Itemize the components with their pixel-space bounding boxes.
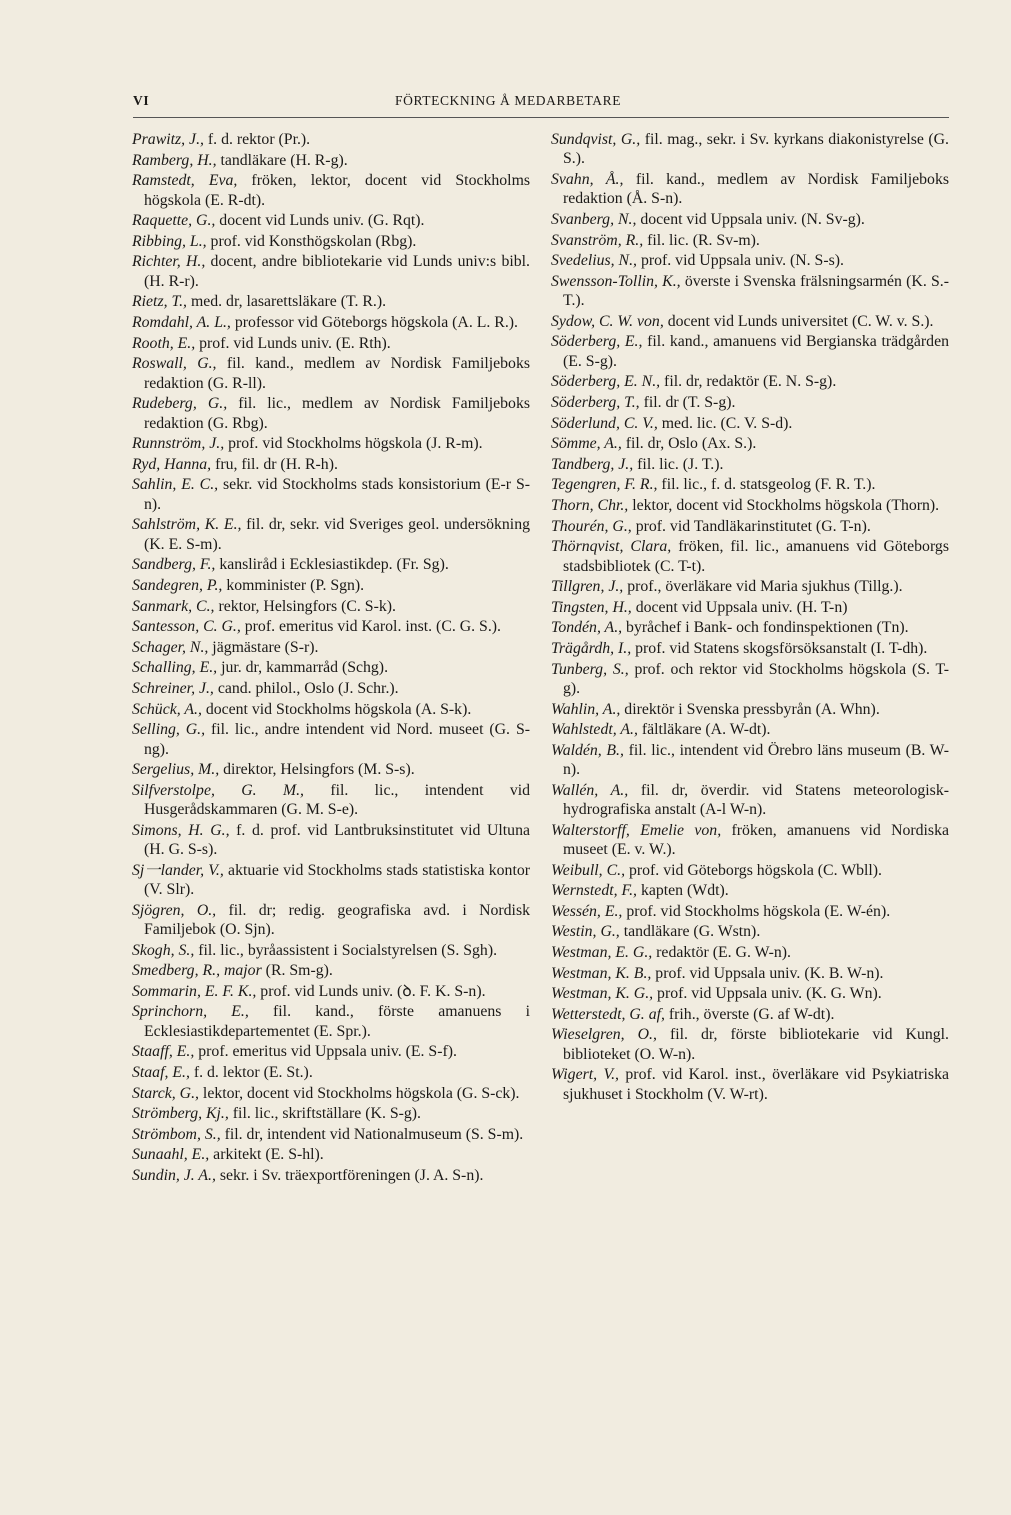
- contributor-name: Westman, K. G.,: [551, 985, 654, 1003]
- contributor-entry: [551, 861, 949, 880]
- running-title: FÖRTECKNING Å MEDARBETARE: [395, 93, 622, 108]
- contributor-details: prof. vid Stockholms högskola (J. R-m).: [224, 435, 483, 453]
- contributor-name: Selling, G.,: [132, 721, 206, 739]
- contributor-entry: [551, 130, 949, 169]
- contributor-details: tandläkare (H. R-g).: [216, 151, 348, 169]
- contributor-name: Romdahl, A. L.,: [132, 313, 231, 331]
- contributor-details: direktör i Svenska pressbyrån (A. Whn).: [620, 700, 880, 718]
- contributor-entry: [551, 660, 949, 699]
- contributor-details: fil. dr, förste bibliotekarie vid Kungl. biblioteket (O. W-n).: [563, 1026, 950, 1063]
- contributor-details: docent vid Stockholms högskola (A. S-k).: [201, 700, 472, 718]
- contributor-entry: [132, 617, 530, 636]
- contributor-name: Santesson, C. G.,: [132, 618, 241, 636]
- contributor-details: prof. vid Tandläkarinstitutet (G. T-n).: [631, 517, 871, 535]
- contributor-name: Söderberg, E. N.,: [551, 373, 661, 391]
- contributor-entry: [551, 577, 949, 596]
- contributor-name: Rietz, T.,: [132, 293, 187, 311]
- contributor-details: docent vid Lunds universitet (C. W. v. S.).: [663, 312, 934, 330]
- contributor-name: Thörnqvist, Clara,: [551, 538, 672, 556]
- contributor-details: fil. kand., förste amanuens i Ecklesiastikdepartementet (E. Spr.).: [144, 1003, 530, 1040]
- contributor-name: Sj㆒lander, V.,: [132, 861, 224, 879]
- contributor-name: Wessén, E.,: [551, 902, 623, 920]
- contributor-details: docent vid Uppsala univ. (N. Sv-g).: [636, 211, 865, 228]
- contributor-entry: [551, 455, 949, 474]
- contributor-entry: [551, 700, 949, 719]
- contributor-name: Sundqvist, G.,: [551, 131, 641, 148]
- contributor-details: aktuarie vid Stockholms stads statistiska kontor (V. Slr).: [144, 861, 530, 899]
- contributor-entry: [132, 354, 530, 393]
- contributor-entry: [132, 515, 530, 554]
- contributor-entry: [132, 455, 530, 474]
- contributor-entry: [551, 393, 949, 412]
- contributor-entry: [132, 982, 530, 1001]
- contributor-details: prof. vid Konsthögskolan (Rbg).: [206, 232, 417, 250]
- contributor-entry: [132, 861, 530, 900]
- contributor-details: docent vid Uppsala univ. (H. T-n): [631, 598, 848, 616]
- contributor-name: Thourén, G.,: [551, 517, 632, 535]
- contributor-details: fil. dr, Oslo (Ax. S.).: [621, 435, 757, 453]
- contributor-details: fil. lic., intendent vid Husgerådskammaren (G. M. S-e).: [144, 781, 530, 819]
- contributor-details: fröken, fil. lic., amanuens vid Göteborgs stadsbibliotek (C. T-t).: [563, 538, 949, 575]
- contributor-entry: [132, 1042, 530, 1061]
- header-rule: [133, 117, 949, 118]
- contributor-name: Söderberg, E.,: [551, 333, 643, 351]
- contributor-entry: [132, 597, 530, 616]
- contributor-details: fältläkare (A. W-dt).: [637, 721, 771, 739]
- contributor-details: prof. emeritus vid Karol. inst. (C. G. S.).: [240, 618, 502, 636]
- contributor-entry: [132, 961, 530, 980]
- contributor-entry: [132, 781, 530, 820]
- contributor-name: Sahlin, E. C.,: [132, 476, 219, 494]
- contributor-entry: [132, 658, 530, 677]
- page-number: VI: [133, 93, 150, 108]
- contributor-name: Ramberg, H.,: [132, 151, 217, 169]
- contributor-entry: [132, 576, 530, 595]
- contributor-entry: [132, 232, 530, 251]
- contributor-name: Prawitz, J.,: [132, 131, 204, 148]
- contributor-name: Ribbing, L.,: [132, 232, 207, 250]
- contributor-name: Schalling, E.,: [132, 659, 218, 677]
- contributor-details: prof. vid Stockholms högskola (E. W-én).: [622, 902, 891, 920]
- contributor-entry: [551, 517, 949, 536]
- contributor-entry: [132, 555, 530, 574]
- contributor-name: Weibull, C.,: [551, 861, 626, 879]
- contributor-details: prof. vid Statens skogsförsöksanstalt (I. T-dh).: [631, 639, 928, 657]
- contributor-entry: [551, 332, 949, 371]
- contributor-details: fil. lic., byråassistent i Socialstyrelsen (S. Sgh).: [194, 941, 498, 959]
- contributor-details: fil. lic. (R. Sv-m).: [643, 231, 760, 249]
- contributor-entry: [132, 151, 530, 170]
- contributor-details: docent, andre bibliotekarie vid Lunds univ:s bibl. (H. R-r).: [144, 253, 531, 290]
- contributor-entry: [551, 272, 949, 311]
- contributor-entry: [132, 760, 530, 779]
- contributor-entry: [132, 434, 530, 453]
- contributor-entry: [551, 1025, 949, 1064]
- contributor-name: Svanberg, N.,: [551, 211, 637, 228]
- contributor-name: Schreiner, J.,: [132, 679, 214, 697]
- contributor-details: byråchef i Bank- och fondinspektionen (Tn).: [622, 619, 909, 637]
- contributor-name: Svahn, Å.,: [551, 171, 624, 188]
- contributor-entry: [132, 334, 530, 353]
- contributor-details: fil. kand., medlem av Nordisk Familjeboks redaktion (Å. S-n).: [563, 171, 949, 208]
- contributor-name: Wigert, V.,: [551, 1066, 619, 1084]
- contributor-details: sekr. i Sv. träexportföreningen (J. A. S-n).: [215, 1167, 484, 1185]
- contributor-entry: [132, 1166, 530, 1185]
- contributor-entry: [551, 781, 949, 820]
- contributor-details: fil. kand., medlem av Nordisk Familjeboks redaktion (G. R-ll).: [144, 355, 530, 392]
- contributor-details: fil. dr, sekr. vid Sveriges geol. undersökning (K. E. S-m).: [144, 516, 530, 553]
- contributor-details: f. d. rektor (Pr.).: [203, 131, 311, 148]
- contributor-name: Sydow, C. W. von,: [551, 312, 664, 330]
- contributor-details: med. lic. (C. V. S-d).: [657, 414, 793, 432]
- contributor-entry: [551, 475, 949, 494]
- contributor-name: Richter, H.,: [132, 253, 206, 271]
- contributor-name: Walterstorff, Emelie von,: [551, 821, 722, 839]
- contributor-name: Smedberg, R., major: [132, 962, 262, 980]
- contributor-details: prof. vid Lunds univ. (ꝺ. F. K. S-n).: [256, 982, 486, 1000]
- contributor-entry: [132, 679, 530, 698]
- contributor-entry: [551, 170, 949, 209]
- contributor-entry: [132, 821, 530, 860]
- contributor-details: fröken, amanuens vid Nordiska museet (E. v. W.).: [563, 821, 949, 859]
- contributor-details: lektor, docent vid Stockholms högskola (Thorn).: [628, 496, 940, 514]
- contributor-details: jur. dr, kammarråd (Schg).: [217, 659, 389, 677]
- contributor-details: prof. vid Karol. inst., överläkare vid Psykiatriska sjukhuset i Stockholm (V. W-rt).: [563, 1066, 949, 1103]
- contributor-entry: [551, 231, 949, 250]
- contributor-details: (R. Sm-g).: [261, 962, 333, 980]
- contributor-name: Tegengren, F. R.,: [551, 476, 658, 494]
- contributor-entry: [132, 901, 530, 940]
- contributor-entry: [132, 1002, 530, 1041]
- contributor-entry: [132, 1084, 530, 1103]
- contributor-details: docent vid Lunds univ. (G. Rqt).: [215, 212, 425, 230]
- contributor-details: fil. mag., sekr. i Sv. kyrkans diakonistyrelse (G. S.).: [563, 131, 949, 168]
- contributor-entry: [132, 394, 530, 433]
- contributor-name: Raquette, G.,: [132, 212, 216, 230]
- contributor-details: prof. emeritus vid Uppsala univ. (E. S-f).: [194, 1043, 457, 1061]
- contributor-name: Runnström, J.,: [132, 435, 225, 453]
- contributor-entry: [551, 943, 949, 962]
- contributor-entry: [551, 741, 949, 780]
- contributor-entry: [551, 922, 949, 941]
- contributor-details: cand. philol., Oslo (J. Schr.).: [213, 679, 399, 697]
- contributor-entry: [132, 941, 530, 960]
- contributor-name: Staaff, E.,: [132, 1043, 195, 1061]
- contributor-name: Sandegren, P.,: [132, 576, 223, 594]
- contributor-details: direktor, Helsingfors (M. S-s).: [219, 761, 415, 779]
- contributor-entry: [132, 1125, 530, 1144]
- contributor-entry: [132, 313, 530, 332]
- contributor-name: Staaf, E.,: [132, 1064, 190, 1082]
- contributor-name: Sandberg, F.,: [132, 556, 216, 574]
- contributor-details: tandläkare (G. Wstn).: [619, 923, 761, 941]
- contributor-details: frih., överste (G. af W-dt).: [664, 1005, 835, 1023]
- contributor-details: överste i Svenska frälsningsarmén (K. S.-T.).: [563, 272, 949, 310]
- contributor-details: prof. vid Uppsala univ. (N. S-s).: [637, 252, 844, 270]
- contributor-details: kanslіråd i Ecklesiastikdep. (Fr. Sg).: [215, 556, 449, 574]
- contributor-name: Svedelius, N.,: [551, 252, 637, 270]
- contributor-name: Söderberg, T.,: [551, 393, 640, 411]
- contributor-entry: [551, 210, 949, 229]
- contributor-details: prof., överläkare vid Maria sjukhus (Tillg.).: [623, 578, 903, 596]
- contributor-name: Wahlin, A.,: [551, 700, 621, 718]
- contributor-details: f. d. prof. vid Lantbruksinstitutet vid Ultuna (H. G. S-s).: [144, 821, 530, 859]
- contributor-entry: [551, 821, 949, 860]
- contributor-entry: [132, 1145, 530, 1164]
- contributor-details: sekr. vid Stockholms stads konsistorium (E-r S-n).: [144, 476, 530, 513]
- contributor-entry: [551, 1005, 949, 1024]
- contributor-name: Westin, G.,: [551, 923, 620, 941]
- contributor-name: Strömberg, Kj.,: [132, 1105, 229, 1123]
- right-column: [551, 130, 949, 1105]
- contributor-entry: [551, 251, 949, 270]
- contributor-entry: [132, 292, 530, 311]
- contributor-entry: [551, 312, 949, 331]
- contributor-details: fil. dr, intendent vid Nationalmuseum (S. S-m).: [220, 1125, 524, 1143]
- contributor-details: fil. dr, överdir. vid Statens meteorologisk-hydrografiska anstalt (A-l W-n).: [563, 781, 949, 819]
- contributor-details: f. d. lektor (E. St.).: [189, 1064, 313, 1082]
- contributor-details: prof. vid Lunds univ. (E. Rth).: [195, 334, 391, 352]
- contributor-name: Waldén, B.,: [551, 741, 624, 759]
- contributor-name: Rudeberg, G.,: [132, 395, 228, 413]
- contributor-name: Sprinchorn, E.,: [132, 1003, 249, 1021]
- contributor-name: Roswall, G.,: [132, 355, 217, 373]
- contributor-name: Tingsten, H.,: [551, 598, 632, 616]
- contributor-entry: [551, 984, 949, 1003]
- contributor-name: Wallén, A.,: [551, 781, 629, 799]
- contributor-name: Ryd, Hanna,: [132, 455, 212, 473]
- contributor-name: Simons, H. G.,: [132, 821, 230, 839]
- contributor-details: fil. dr; redig. geografiska avd. i Nordisk Familjebok (O. Sjn).: [144, 901, 530, 939]
- contributor-name: Sjögren, O.,: [132, 901, 217, 919]
- contributor-details: fil. lic., medlem av Nordisk Familjeboks redaktion (G. Rbg).: [144, 395, 530, 432]
- contributor-entry: [551, 618, 949, 637]
- contributor-name: Svanström, R.,: [551, 231, 644, 249]
- contributor-details: prof. vid Uppsala univ. (K. B. W-n).: [651, 964, 884, 982]
- contributor-details: redaktör (E. G. W-n).: [652, 944, 791, 962]
- contributor-entry: [551, 639, 949, 658]
- contributor-name: Sergelius, M.,: [132, 761, 220, 779]
- contributor-details: fil. lic., intendent vid Örebro läns museum (B. W-n).: [563, 741, 949, 779]
- contributor-details: prof. och rektor vid Stockholms högskola (S. T-g).: [563, 660, 950, 697]
- contributor-entry: [132, 171, 530, 210]
- contributor-name: Söderlund, C. V.,: [551, 414, 658, 432]
- contributor-name: Sanmark, C.,: [132, 597, 215, 615]
- contributor-entry: [551, 598, 949, 617]
- contributor-entry: [551, 902, 949, 921]
- contributor-entry: [551, 720, 949, 739]
- contributor-entry: [132, 1063, 530, 1082]
- contributor-details: fil. dr (T. S-g).: [639, 393, 736, 411]
- contributor-details: kapten (Wdt).: [637, 882, 729, 900]
- contributor-details: professor vid Göteborgs högskola (A. L. R.).: [230, 313, 518, 331]
- contributor-name: Rooth, E.,: [132, 334, 196, 352]
- contributor-entry: [132, 700, 530, 719]
- contributor-details: lektor, docent vid Stockholms högskola (G. S-ck).: [198, 1084, 520, 1102]
- contributor-name: Wetterstedt, G. af,: [551, 1005, 665, 1023]
- contributor-entry: [551, 1065, 949, 1104]
- contributor-details: fil. lic., f. d. statsgeolog (F. R. T.).: [657, 476, 876, 494]
- contributor-details: prof. vid Uppsala univ. (K. G. Wn).: [653, 985, 882, 1003]
- contributor-name: Sahlström, K. E.,: [132, 516, 242, 534]
- contributor-details: arkitekt (E. S-hl).: [209, 1146, 324, 1164]
- contributor-name: Schück, A.,: [132, 700, 202, 718]
- contributor-entry: [551, 434, 949, 453]
- contributor-name: Sundin, J. A.,: [132, 1167, 216, 1185]
- contributor-details: med. dr, lasarettsläkare (T. R.).: [187, 293, 387, 311]
- contributor-entry: [132, 638, 530, 657]
- contributor-details: fil. kand., amanuens vid Bergianska trädgården (E. S-g).: [563, 333, 949, 370]
- contributor-name: Thorn, Chr.,: [551, 496, 629, 514]
- contributor-name: Trägårdh, I.,: [551, 639, 632, 657]
- contributor-name: Sömme, A.,: [551, 435, 622, 453]
- contributor-entry: [132, 1104, 530, 1123]
- contributor-details: fil. lic. (J. T.).: [633, 455, 724, 473]
- contributor-name: Westman, E. G.,: [551, 944, 653, 962]
- contributor-name: Wernstedt, F.,: [551, 882, 638, 900]
- contributor-name: Westman, K. B.,: [551, 964, 652, 982]
- contributor-entry: [132, 211, 530, 230]
- contributor-entry: [132, 130, 530, 149]
- contributor-name: Sommarin, E. F. K.,: [132, 982, 257, 1000]
- contributor-entry: [551, 414, 949, 433]
- left-column: [132, 130, 530, 1187]
- contributor-name: Tondén, A.,: [551, 619, 623, 637]
- contributor-details: prof. vid Göteborgs högskola (C. Wbll).: [625, 861, 883, 879]
- contributor-entry: [132, 252, 530, 291]
- contributor-entry: [551, 537, 949, 576]
- contributor-details: jägmästare (S-r).: [208, 638, 319, 656]
- contributor-name: Schager, N.,: [132, 638, 209, 656]
- contributor-name: Tunberg, S.,: [551, 660, 629, 678]
- contributor-name: Tillgren, J.,: [551, 578, 624, 596]
- contributor-details: rektor, Helsingfors (C. S-k).: [214, 597, 396, 615]
- contributor-entry: [551, 496, 949, 515]
- contributor-entry: [132, 720, 530, 759]
- contributor-name: Tandberg, J.,: [551, 455, 634, 473]
- contributor-name: Wahlstedt, A.,: [551, 721, 638, 739]
- contributor-entry: [132, 475, 530, 514]
- contributor-name: Sunaahl, E.,: [132, 1146, 210, 1164]
- contributor-name: Starck, G.,: [132, 1084, 199, 1102]
- contributor-entry: [551, 964, 949, 983]
- page-header: [133, 93, 949, 115]
- contributor-name: Ramstedt, Eva,: [132, 172, 238, 190]
- contributor-name: Silfverstolpe, G. M.,: [132, 781, 305, 799]
- contributor-entry: [551, 372, 949, 391]
- contributor-details: fru, fil. dr (H. R-h).: [211, 455, 338, 473]
- contributor-entry: [551, 881, 949, 900]
- contributor-name: Skogh, S.,: [132, 941, 195, 959]
- contributor-name: Wieselgren, O.,: [551, 1026, 657, 1044]
- contributor-details: komminister (P. Sgn).: [222, 576, 365, 594]
- contributor-name: Swensson-Tollin, K.,: [551, 272, 681, 290]
- contributor-details: fil. lic., andre intendent vid Nord. museet (G. S-ng).: [144, 721, 530, 758]
- contributor-details: fil. lic., skriftställare (K. S-g).: [228, 1105, 421, 1123]
- contributor-details: fil. dr, redaktör (E. N. S-g).: [660, 373, 837, 391]
- contributor-name: Strömbom, S.,: [132, 1125, 221, 1143]
- contributor-details: fröken, lektor, docent vid Stockholms högskola (E. R-dt).: [144, 172, 531, 209]
